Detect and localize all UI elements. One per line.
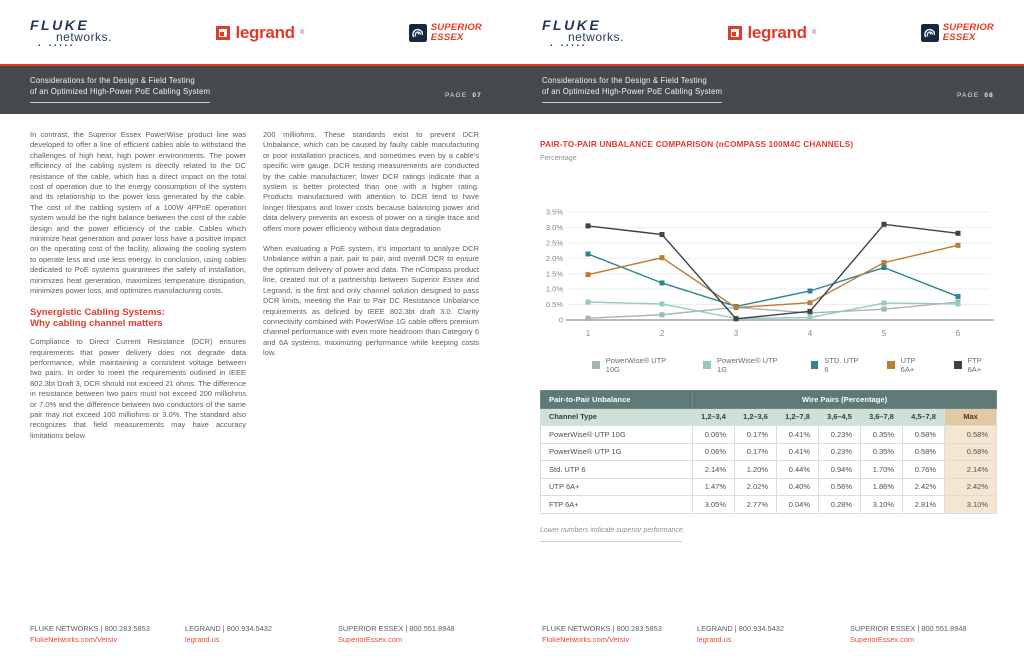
section-heading: Synergistic Cabling Systems: Why cabling channel matters: [30, 306, 165, 330]
value-cell: 0.04%: [777, 496, 819, 514]
data-point-marker: [956, 294, 961, 299]
y-axis-tick: 1.5%: [545, 269, 563, 279]
legrand-logo: legrand ®: [728, 23, 816, 43]
channel-type-cell: Std. UTP 6: [541, 461, 693, 479]
value-cell: 0.17%: [735, 443, 777, 461]
x-axis-tick: 6: [955, 329, 961, 338]
value-cell: 3.10%: [861, 496, 903, 514]
channel-type-cell: PowerWise® UTP 10G: [541, 426, 693, 444]
value-cell: 2.14%: [693, 461, 735, 479]
value-cell: 2.77%: [735, 496, 777, 514]
data-point-marker: [660, 301, 665, 306]
data-point-marker: [660, 232, 665, 237]
legend-item: [887, 356, 930, 374]
column-header: 1,2–7,8: [777, 408, 819, 426]
fluke-networks-logo: FLUKE networks. . .....: [542, 16, 624, 49]
y-axis-tick: 2.0%: [545, 253, 563, 263]
value-cell: 0.44%: [777, 461, 819, 479]
legrand-icon: [728, 26, 742, 40]
data-point-marker: [586, 272, 591, 277]
fluke-wordmark: FLUKE: [30, 16, 90, 33]
table-row: [541, 461, 997, 479]
data-point-marker: [586, 251, 591, 256]
data-point-marker: [956, 243, 961, 248]
value-cell: 2.02%: [735, 478, 777, 496]
paragraph: When evaluating a PoE system, it's important to analyze DCR Unbalance within a pair, pair to pair, and overall DCR to ensure the optimum delivery of power and data. The nCompass product line, created out of a partnership between Superior Essex and Legrand, is the first and only channel solution designed to pass DCR limits, meeting the Pair to Pair DC Resistance Unbalance requirements as defined by IEEE 802.3bt draft 3.0. Clarity connectivity combined with PowerWise 1G cable offers premium channel performance with even more headroom than Category 6 and 6A systems, maximizing performance while keeping costs low.: [263, 244, 479, 358]
max-value-cell: 3.10%: [945, 496, 997, 514]
y-axis-tick: 1.0%: [545, 284, 563, 294]
fluke-networks-logo: FLUKE networks. . .....: [30, 16, 112, 49]
chart-legend: [540, 356, 996, 374]
value-cell: 1.86%: [861, 478, 903, 496]
superior-essex-icon: [921, 24, 939, 42]
data-point-marker: [734, 316, 739, 321]
data-point-marker: [586, 316, 591, 321]
superior-essex-icon: [409, 24, 427, 42]
data-point-marker: [808, 315, 813, 320]
footer-fluke-link[interactable]: FlukeNetworks.com/Versiv: [30, 635, 118, 644]
table-footnote: Lower numbers indicate superior performance.: [540, 526, 685, 534]
channel-type-cell: UTP 6A+: [541, 478, 693, 496]
max-value-cell: 0.58%: [945, 426, 997, 444]
text-column-1: [30, 130, 246, 451]
footer-legrand: LEGRAND | 800.934.5432 legrand.us: [185, 624, 272, 644]
data-point-marker: [956, 301, 961, 306]
value-cell: 1.20%: [735, 461, 777, 479]
value-cell: 3.05%: [693, 496, 735, 514]
data-point-marker: [882, 222, 887, 227]
value-cell: 0.23%: [819, 443, 861, 461]
fluke-dots: . .....: [550, 37, 587, 49]
legend-swatch-icon: [954, 361, 962, 369]
value-cell: 0.41%: [777, 443, 819, 461]
table-row: [541, 443, 997, 461]
value-cell: 0.35%: [861, 426, 903, 444]
footer-legrand: LEGRAND | 800.934.5432 legrand.us: [697, 624, 784, 644]
value-cell: 0.58%: [903, 443, 945, 461]
y-axis-tick: 2.5%: [545, 238, 563, 248]
y-axis-tick: 0: [558, 315, 563, 325]
y-axis-tick: 3.0%: [545, 223, 563, 233]
group-header-left: Pair-to-Pair Unbalance: [541, 391, 693, 409]
data-point-marker: [882, 307, 887, 312]
x-axis-tick: 1: [585, 329, 591, 338]
value-cell: 2.42%: [903, 478, 945, 496]
column-header: 3,6–4,5: [819, 408, 861, 426]
document-title: Considerations for the Design & Field Testing of an Optimized High-Power PoE Cabling System: [30, 75, 210, 103]
paragraph: 200 milliohms. These standards exist to prevent DCR Unbalance, which can be caused by faulty cable manufacturing or poor installation practices, and sometimes even by a cable's specific wire gauge. DCR testing measurements are conducted by the cable manufacturer; lower DCR ratings indicate that a system is better protected than one with a higher rating. Products manufactured with attention to DCR tend to have longer lifespans and lower costs because balancing power and data delivery prevents an excess of power on a single trace and offers more power efficiency without data degradation: [263, 130, 479, 233]
data-point-marker: [808, 288, 813, 293]
superior-essex-logo: SUPERIOR ESSEX: [921, 23, 994, 42]
chart-title: PAIR-TO-PAIR UNBALANCE COMPARISON (nCOMPASS 100M4C CHANNELS): [540, 140, 854, 149]
value-cell: 2.81%: [903, 496, 945, 514]
value-cell: 0.28%: [819, 496, 861, 514]
value-cell: 0.06%: [693, 443, 735, 461]
legend-swatch-icon: [703, 361, 711, 369]
value-cell: 0.35%: [861, 443, 903, 461]
legend-swatch-icon: [592, 361, 600, 369]
table-row: [541, 478, 997, 496]
legrand-icon: [216, 26, 230, 40]
data-point-marker: [956, 231, 961, 236]
page-number: PAGE 08: [956, 92, 994, 99]
legend-item: [703, 356, 786, 374]
data-point-marker: [586, 300, 591, 305]
footer-fluke: FLUKE NETWORKS | 800.283.5853 FlukeNetworks.com/Versiv: [30, 624, 150, 644]
value-cell: 0.06%: [693, 426, 735, 444]
value-cell: 0.23%: [819, 426, 861, 444]
data-point-marker: [734, 305, 739, 310]
x-axis-tick: 3: [733, 329, 739, 338]
y-axis-tick: 0.5%: [545, 300, 563, 310]
value-cell: 0.94%: [819, 461, 861, 479]
header-band: [0, 64, 512, 114]
table-group-header-row: [541, 391, 997, 409]
table-row: [541, 496, 997, 514]
column-header: 1,2–3,6: [735, 408, 777, 426]
paragraph: Compliance to Direct Current Resistance (DCR) ensures requirements that power delivery does not degrade data performance, while maintaining a consistent voltage between two pairs. In order to meet the requirements outlined in IEEE 802.3bt Draft 3, DCR should not exceed 21 ohms. The difference in resistance between two pairs must not exceed 200 milliohms or 7.0% and the difference between two conductors of the same pair may not exceed 100 milliohms or 3.0%. The standard also recognizes that field measurements may have accuracy limitations below: [30, 337, 246, 440]
value-cell: 0.17%: [735, 426, 777, 444]
max-value-cell: 2.42%: [945, 478, 997, 496]
legend-item: [592, 356, 679, 374]
data-point-marker: [586, 223, 591, 228]
value-cell: 0.40%: [777, 478, 819, 496]
column-header: Max: [945, 408, 997, 426]
value-cell: 1.70%: [861, 461, 903, 479]
logo-row: [542, 10, 994, 56]
legend-label: PowerWise® UTP 1G: [717, 356, 778, 374]
legend-item: [954, 356, 996, 374]
data-point-marker: [660, 280, 665, 285]
data-point-marker: [660, 312, 665, 317]
chart-section: [540, 140, 996, 542]
legend-item: [811, 356, 863, 374]
paragraph: In contrast, the Superior Essex PowerWise product line was developed to offer a line of efficient cables able to withstand the challenges of high heat, high power environments. The power efficiency of the cabling system is directly related to the DC resistance of the cable, which has a direct impact on the total cost of operation due to the energy consumption of the system and its relationship to the power loss generated by the cable. The cost of the cabling system of a 100W 4PPoE operation system would be the right balance between the cost of the cable design and the power efficiency of the cable. Cables which minimize heat generation and power loss have a positive impact on the operating cost of the facility, allowing the cooling system to operate less and use less energy. In conclusion, using cables dedicated to PoE systems guarantees the safety of installation, minimizes heat generation, maximizes temperature dissipation, minimizes power loss, and optimizes manufacturing costs.: [30, 130, 246, 296]
footer-fluke-link[interactable]: FlukeNetworks.com/Versiv: [542, 635, 630, 644]
x-axis-tick: 2: [659, 329, 665, 338]
footer-superior: SUPERIOR ESSEX | 800.551.8948 SuperiorEssex.com: [338, 624, 455, 644]
chart-subtitle: Percentage: [540, 153, 577, 162]
table-column-header-row: [541, 408, 997, 426]
data-point-marker: [808, 309, 813, 314]
footer-fluke: FLUKE NETWORKS | 800.283.5853 FlukeNetworks.com/Versiv: [542, 624, 662, 644]
header-band: [512, 64, 1024, 114]
column-header: 4,5–7,8: [903, 408, 945, 426]
legend-label: STD. UTP 6: [824, 356, 859, 374]
data-point-marker: [808, 300, 813, 305]
data-point-marker: [882, 260, 887, 265]
legend-swatch-icon: [811, 361, 819, 369]
x-axis-tick: 4: [807, 329, 813, 338]
superior-essex-logo: SUPERIOR ESSEX: [409, 23, 482, 42]
value-cell: 1.47%: [693, 478, 735, 496]
unbalance-table: [540, 390, 997, 514]
column-header: 3,6–7,8: [861, 408, 903, 426]
value-cell: 0.56%: [819, 478, 861, 496]
column-header: Channel Type: [541, 408, 693, 426]
data-point-marker: [882, 265, 887, 270]
legend-label: PowerWise® UTP 10G: [605, 356, 667, 374]
logo-row: [30, 10, 482, 56]
channel-type-cell: PowerWise® UTP 1G: [541, 443, 693, 461]
fluke-dots: . .....: [38, 37, 75, 49]
legend-swatch-icon: [887, 361, 895, 369]
value-cell: 0.76%: [903, 461, 945, 479]
max-value-cell: 2.14%: [945, 461, 997, 479]
footer-superior-link[interactable]: SuperiorEssex.com: [338, 635, 403, 644]
page-number: PAGE 07: [444, 92, 482, 99]
unbalance-line-chart: [540, 200, 996, 352]
group-header-right: Wire Pairs (Percentage): [693, 391, 997, 409]
value-cell: 0.41%: [777, 426, 819, 444]
legend-label: FTP 6A+: [967, 356, 982, 374]
document-title: Considerations for the Design & Field Testing of an Optimized High-Power PoE Cabling System: [542, 75, 722, 103]
x-axis-tick: 5: [881, 329, 887, 338]
max-value-cell: 0.58%: [945, 443, 997, 461]
table-row: [541, 426, 997, 444]
footer-superior: SUPERIOR ESSEX | 800.551.8948 SuperiorEssex.com: [850, 624, 967, 644]
page-08: [512, 0, 1024, 663]
data-point-marker: [660, 255, 665, 260]
footnote-rule: [540, 541, 682, 542]
text-column-2: [263, 130, 479, 369]
y-axis-tick: 3.5%: [545, 207, 563, 217]
column-header: 1,2–3,4: [693, 408, 735, 426]
footer-legrand-link[interactable]: legrand.us: [697, 635, 732, 644]
channel-type-cell: FTP 6A+: [541, 496, 693, 514]
footer-superior-link[interactable]: SuperiorEssex.com: [850, 635, 915, 644]
data-point-marker: [882, 301, 887, 306]
legrand-logo: legrand ®: [216, 23, 304, 43]
value-cell: 0.58%: [903, 426, 945, 444]
footer-legrand-link[interactable]: legrand.us: [185, 635, 220, 644]
legend-label: UTP 6A+: [900, 356, 916, 374]
